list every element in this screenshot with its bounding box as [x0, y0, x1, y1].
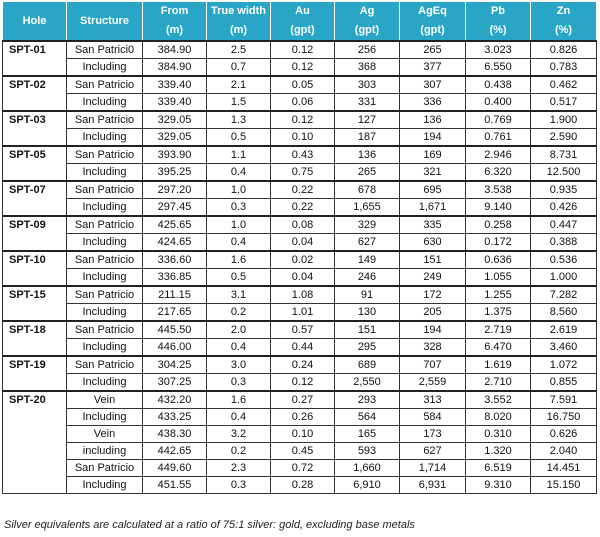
hole-id-cell: SPT-15 — [3, 286, 67, 321]
true-width-cell: 2.5 — [207, 41, 271, 59]
au-cell: 0.24 — [271, 356, 335, 374]
table-row — [3, 304, 597, 322]
true-width-cell: 0.4 — [207, 339, 271, 357]
ageq-cell: 265 — [400, 41, 466, 59]
header-au: Au — [271, 2, 335, 21]
from-cell: 445.50 — [143, 321, 207, 339]
zn-cell: 0.447 — [531, 216, 597, 234]
structure-cell: Including — [67, 59, 143, 77]
au-cell: 0.12 — [271, 41, 335, 59]
zn-cell: 0.536 — [531, 251, 597, 269]
zn-cell: 0.626 — [531, 426, 597, 443]
true-width-cell: 0.3 — [207, 374, 271, 392]
table-row — [3, 443, 597, 460]
structure-cell: San Patricio — [67, 356, 143, 374]
pb-cell: 3.538 — [466, 181, 531, 199]
unit-au: (gpt) — [271, 21, 335, 41]
ageq-cell: 335 — [400, 216, 466, 234]
true-width-cell: 2.3 — [207, 460, 271, 477]
from-cell: 451.55 — [143, 477, 207, 494]
ag-cell: 368 — [335, 59, 400, 77]
from-cell: 424.65 — [143, 234, 207, 252]
true-width-cell: 1.0 — [207, 181, 271, 199]
pb-cell: 9.140 — [466, 199, 531, 217]
header-ageq: AgEq — [400, 2, 466, 21]
table-body — [3, 41, 597, 494]
structure-cell: San Patricio — [67, 146, 143, 164]
ag-cell: 295 — [335, 339, 400, 357]
true-width-cell: 0.7 — [207, 59, 271, 77]
structure-cell: Including — [67, 477, 143, 494]
zn-cell: 8.560 — [531, 304, 597, 322]
ag-cell: 256 — [335, 41, 400, 59]
structure-cell: Including — [67, 94, 143, 112]
true-width-cell: 3.1 — [207, 286, 271, 304]
ageq-cell: 1,714 — [400, 460, 466, 477]
au-cell: 1.01 — [271, 304, 335, 322]
zn-cell: 1.072 — [531, 356, 597, 374]
true-width-cell: 0.4 — [207, 409, 271, 426]
from-cell: 449.60 — [143, 460, 207, 477]
au-cell: 0.26 — [271, 409, 335, 426]
ageq-cell: 377 — [400, 59, 466, 77]
ageq-cell: 249 — [400, 269, 466, 287]
au-cell: 0.45 — [271, 443, 335, 460]
from-cell: 339.40 — [143, 76, 207, 94]
from-cell: 297.20 — [143, 181, 207, 199]
structure-cell: including — [67, 443, 143, 460]
from-cell: 446.00 — [143, 339, 207, 357]
structure-cell: San Patricio — [67, 286, 143, 304]
pb-cell: 1.255 — [466, 286, 531, 304]
zn-cell: 2.040 — [531, 443, 597, 460]
from-cell: 336.85 — [143, 269, 207, 287]
ag-cell: 149 — [335, 251, 400, 269]
au-cell: 0.06 — [271, 94, 335, 112]
ageq-cell: 194 — [400, 129, 466, 147]
structure-cell: San Patricio — [67, 460, 143, 477]
structure-cell: Including — [67, 269, 143, 287]
ag-cell: 246 — [335, 269, 400, 287]
table-row — [3, 460, 597, 477]
table-row — [3, 339, 597, 357]
au-cell: 1.08 — [271, 286, 335, 304]
ageq-cell: 307 — [400, 76, 466, 94]
zn-cell: 0.388 — [531, 234, 597, 252]
pb-cell: 2.710 — [466, 374, 531, 392]
pb-cell: 6.320 — [466, 164, 531, 182]
zn-cell: 14.451 — [531, 460, 597, 477]
unit-zn: (%) — [531, 21, 597, 41]
ageq-cell: 336 — [400, 94, 466, 112]
zn-cell: 8.731 — [531, 146, 597, 164]
ageq-cell: 321 — [400, 164, 466, 182]
from-cell: 307.25 — [143, 374, 207, 392]
table-row — [3, 164, 597, 182]
ag-cell: 91 — [335, 286, 400, 304]
au-cell: 0.08 — [271, 216, 335, 234]
from-cell: 329.05 — [143, 111, 207, 129]
structure-cell: San Patricio — [67, 321, 143, 339]
au-cell: 0.04 — [271, 234, 335, 252]
pb-cell: 8.020 — [466, 409, 531, 426]
ageq-cell: 173 — [400, 426, 466, 443]
pb-cell: 0.438 — [466, 76, 531, 94]
from-cell: 304.25 — [143, 356, 207, 374]
structure-cell: Including — [67, 164, 143, 182]
unit-from: (m) — [143, 21, 207, 41]
ag-cell: 136 — [335, 146, 400, 164]
from-cell: 393.90 — [143, 146, 207, 164]
structure-cell: Including — [67, 234, 143, 252]
au-cell: 0.22 — [271, 181, 335, 199]
ag-cell: 187 — [335, 129, 400, 147]
ageq-cell: 136 — [400, 111, 466, 129]
au-cell: 0.44 — [271, 339, 335, 357]
from-cell: 433.25 — [143, 409, 207, 426]
table-row — [3, 374, 597, 392]
table-row — [3, 111, 597, 129]
ag-cell: 2,550 — [335, 374, 400, 392]
au-cell: 0.10 — [271, 129, 335, 147]
au-cell: 0.43 — [271, 146, 335, 164]
structure-cell: San Patricio — [67, 111, 143, 129]
true-width-cell: 1.3 — [207, 111, 271, 129]
table-row — [3, 41, 597, 59]
from-cell: 329.05 — [143, 129, 207, 147]
pb-cell: 2.946 — [466, 146, 531, 164]
true-width-cell: 2.1 — [207, 76, 271, 94]
hole-id-cell: SPT-01 — [3, 41, 67, 76]
ag-cell: 593 — [335, 443, 400, 460]
from-cell: 438.30 — [143, 426, 207, 443]
table-row — [3, 409, 597, 426]
zn-cell: 0.517 — [531, 94, 597, 112]
au-cell: 0.12 — [271, 111, 335, 129]
pb-cell: 3.023 — [466, 41, 531, 59]
ag-cell: 1,655 — [335, 199, 400, 217]
pb-cell: 0.258 — [466, 216, 531, 234]
from-cell: 395.25 — [143, 164, 207, 182]
true-width-cell: 1.5 — [207, 94, 271, 112]
zn-cell: 2.590 — [531, 129, 597, 147]
ageq-cell: 630 — [400, 234, 466, 252]
pb-cell: 6.550 — [466, 59, 531, 77]
ag-cell: 689 — [335, 356, 400, 374]
pb-cell: 0.636 — [466, 251, 531, 269]
hole-id-cell: SPT-20 — [3, 391, 67, 494]
au-cell: 0.10 — [271, 426, 335, 443]
from-cell: 384.90 — [143, 41, 207, 59]
structure-cell: San Patricio — [67, 76, 143, 94]
pb-cell: 1.055 — [466, 269, 531, 287]
au-cell: 0.57 — [271, 321, 335, 339]
ag-cell: 265 — [335, 164, 400, 182]
unit-ageq: (gpt) — [400, 21, 466, 41]
au-cell: 0.72 — [271, 460, 335, 477]
header-true-width: True width — [207, 2, 271, 21]
pb-cell: 3.552 — [466, 391, 531, 409]
au-cell: 0.05 — [271, 76, 335, 94]
hole-id-cell: SPT-05 — [3, 146, 67, 181]
hole-id-cell: SPT-19 — [3, 356, 67, 391]
pb-cell: 6.470 — [466, 339, 531, 357]
ag-cell: 151 — [335, 321, 400, 339]
table-row — [3, 216, 597, 234]
structure-cell: Including — [67, 199, 143, 217]
structure-cell: Including — [67, 129, 143, 147]
pb-cell: 1.619 — [466, 356, 531, 374]
au-cell: 0.04 — [271, 269, 335, 287]
from-cell: 384.90 — [143, 59, 207, 77]
true-width-cell: 0.5 — [207, 269, 271, 287]
unit-pb: (%) — [466, 21, 531, 41]
ag-cell: 1,660 — [335, 460, 400, 477]
table-row — [3, 356, 597, 374]
structure-cell: Including — [67, 304, 143, 322]
table-row — [3, 59, 597, 77]
ag-cell: 130 — [335, 304, 400, 322]
from-cell: 217.65 — [143, 304, 207, 322]
from-cell: 297.45 — [143, 199, 207, 217]
ag-cell: 678 — [335, 181, 400, 199]
table-row — [3, 146, 597, 164]
from-cell: 425.65 — [143, 216, 207, 234]
pb-cell: 2.719 — [466, 321, 531, 339]
structure-cell: Vein — [67, 391, 143, 409]
ageq-cell: 627 — [400, 443, 466, 460]
ageq-cell: 172 — [400, 286, 466, 304]
ageq-cell: 313 — [400, 391, 466, 409]
ageq-cell: 584 — [400, 409, 466, 426]
true-width-cell: 2.0 — [207, 321, 271, 339]
zn-cell: 0.783 — [531, 59, 597, 77]
true-width-cell: 0.3 — [207, 477, 271, 494]
zn-cell: 7.282 — [531, 286, 597, 304]
drill-results-table — [2, 2, 597, 494]
table-row — [3, 129, 597, 147]
hole-id-cell: SPT-18 — [3, 321, 67, 356]
true-width-cell: 3.2 — [207, 426, 271, 443]
structure-cell: San Patricio — [67, 216, 143, 234]
header-row-top — [3, 2, 597, 21]
true-width-cell: 0.2 — [207, 304, 271, 322]
au-cell: 0.27 — [271, 391, 335, 409]
true-width-cell: 0.2 — [207, 443, 271, 460]
true-width-cell: 1.6 — [207, 391, 271, 409]
ag-cell: 6,910 — [335, 477, 400, 494]
structure-cell: San Patrici0 — [67, 41, 143, 59]
true-width-cell: 0.3 — [207, 199, 271, 217]
au-cell: 0.22 — [271, 199, 335, 217]
header-structure: Structure — [67, 2, 143, 41]
pb-cell: 0.761 — [466, 129, 531, 147]
pb-cell: 0.172 — [466, 234, 531, 252]
table-row — [3, 477, 597, 494]
true-width-cell: 0.5 — [207, 129, 271, 147]
table-row — [3, 391, 597, 409]
zn-cell: 0.462 — [531, 76, 597, 94]
true-width-cell: 1.1 — [207, 146, 271, 164]
from-cell: 211.15 — [143, 286, 207, 304]
table-row — [3, 76, 597, 94]
from-cell: 442.65 — [143, 443, 207, 460]
ageq-cell: 707 — [400, 356, 466, 374]
ageq-cell: 6,931 — [400, 477, 466, 494]
unit-ag: (gpt) — [335, 21, 400, 41]
zn-cell: 0.935 — [531, 181, 597, 199]
table-row — [3, 251, 597, 269]
unit-true-width: (m) — [207, 21, 271, 41]
table-row — [3, 321, 597, 339]
true-width-cell: 0.4 — [207, 164, 271, 182]
zn-cell: 12.500 — [531, 164, 597, 182]
table-row — [3, 94, 597, 112]
structure-cell: Vein — [67, 426, 143, 443]
from-cell: 432.20 — [143, 391, 207, 409]
hole-id-cell: SPT-09 — [3, 216, 67, 251]
structure-cell: San Patricio — [67, 181, 143, 199]
hole-id-cell: SPT-07 — [3, 181, 67, 216]
zn-cell: 0.826 — [531, 41, 597, 59]
au-cell: 0.12 — [271, 374, 335, 392]
ageq-cell: 169 — [400, 146, 466, 164]
structure-cell: Including — [67, 409, 143, 426]
ag-cell: 293 — [335, 391, 400, 409]
true-width-cell: 1.0 — [207, 216, 271, 234]
ag-cell: 627 — [335, 234, 400, 252]
ageq-cell: 205 — [400, 304, 466, 322]
ag-cell: 331 — [335, 94, 400, 112]
pb-cell: 1.375 — [466, 304, 531, 322]
zn-cell: 0.855 — [531, 374, 597, 392]
ageq-cell: 328 — [400, 339, 466, 357]
pb-cell: 1.320 — [466, 443, 531, 460]
true-width-cell: 3.0 — [207, 356, 271, 374]
ageq-cell: 194 — [400, 321, 466, 339]
zn-cell: 1.000 — [531, 269, 597, 287]
hole-id-cell: SPT-02 — [3, 76, 67, 111]
structure-cell: Including — [67, 374, 143, 392]
ageq-cell: 1,671 — [400, 199, 466, 217]
zn-cell: 0.426 — [531, 199, 597, 217]
header-ag: Ag — [335, 2, 400, 21]
header-from: From — [143, 2, 207, 21]
header-pb: Pb — [466, 2, 531, 21]
zn-cell: 1.900 — [531, 111, 597, 129]
table-row — [3, 199, 597, 217]
from-cell: 336.60 — [143, 251, 207, 269]
au-cell: 0.28 — [271, 477, 335, 494]
true-width-cell: 1.6 — [207, 251, 271, 269]
zn-cell: 16.750 — [531, 409, 597, 426]
zn-cell: 2.619 — [531, 321, 597, 339]
table-row — [3, 269, 597, 287]
zn-cell: 7.591 — [531, 391, 597, 409]
structure-cell: San Patricio — [67, 251, 143, 269]
zn-cell: 15.150 — [531, 477, 597, 494]
true-width-cell: 0.4 — [207, 234, 271, 252]
zn-cell: 3.460 — [531, 339, 597, 357]
header-zn: Zn — [531, 2, 597, 21]
ageq-cell: 151 — [400, 251, 466, 269]
pb-cell: 0.400 — [466, 94, 531, 112]
au-cell: 0.02 — [271, 251, 335, 269]
pb-cell: 0.310 — [466, 426, 531, 443]
table-header — [3, 2, 597, 41]
structure-cell: Including — [67, 339, 143, 357]
header-hole: Hole — [3, 2, 67, 41]
footnote: Silver equivalents are calculated at a ratio of 75:1 silver: gold, excluding base metals — [4, 519, 415, 531]
table-row — [3, 181, 597, 199]
ageq-cell: 695 — [400, 181, 466, 199]
au-cell: 0.75 — [271, 164, 335, 182]
ageq-cell: 2,559 — [400, 374, 466, 392]
pb-cell: 6.519 — [466, 460, 531, 477]
ag-cell: 165 — [335, 426, 400, 443]
ag-cell: 127 — [335, 111, 400, 129]
au-cell: 0.12 — [271, 59, 335, 77]
table-row — [3, 286, 597, 304]
table-row — [3, 234, 597, 252]
ag-cell: 329 — [335, 216, 400, 234]
hole-id-cell: SPT-03 — [3, 111, 67, 146]
ag-cell: 303 — [335, 76, 400, 94]
table-row — [3, 426, 597, 443]
ag-cell: 564 — [335, 409, 400, 426]
pb-cell: 0.769 — [466, 111, 531, 129]
hole-id-cell: SPT-10 — [3, 251, 67, 286]
pb-cell: 9.310 — [466, 477, 531, 494]
from-cell: 339.40 — [143, 94, 207, 112]
